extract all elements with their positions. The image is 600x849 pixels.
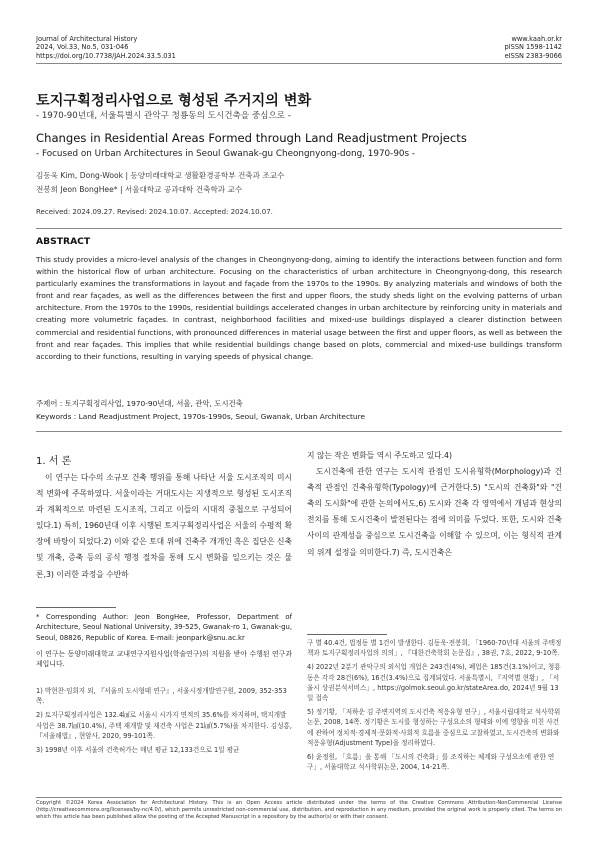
correspondence-note (36, 612, 292, 669)
footnote-list-left (36, 686, 292, 755)
pissn: pISSN 1598-1142 (504, 43, 562, 52)
corresponding-author: * Corresponding Author: Jeon BongHee, Professor, Department of Architecture, Seoul National University, 39-525, Gwanak-ro 1, Gwanak-gu, Seoul, 08826, Republic of Korea. E-mail: jeonpark@snu.ac.kr (36, 613, 293, 642)
introduction-right-column (307, 448, 562, 561)
abstract-top-divider (36, 228, 562, 229)
doi-link[interactable]: https://doi.org/10.7738/JAH.2024.33.5.031 (36, 51, 176, 60)
keywords-divider (36, 431, 562, 432)
copyright-notice: Copyright ©2024 Korea Association for Architectural History. This is an Open Access article distributed under the terms of the Creative Commons Attribution-NonCommercial License (http://creativecommons.org/licenses/by-nc/4.0/), which permits unrestricted non-commercial use, distribution, and reproduction in any medium, provided the original work is properly cited. The terms on which this article has been published allow the posting of the Accepted Manuscript in a repository by the author(s) or with their consent. (36, 800, 562, 820)
korean-subtitle: - 1970-90년대, 서울특별시 관악구 청룡동의 도시건축을 중심으로 - (36, 111, 291, 121)
header-divider (36, 63, 562, 64)
keywords-english: Keywords : Land Readjustment Project, 1970s-1990s, Seoul, Gwanak, Urban Architecture (36, 412, 366, 421)
abstract-heading: ABSTRACT (36, 236, 91, 247)
introduction-left-column: 이 연구는 다수의 소규모 건축 행위를 통해 나타난 서울 도시조직의 미시적 변화에 주목하였다. 서울이라는 거대도시는 지생적으로 형성된 도시조직과 계획적으로 마련된 도시조직, 그리고 이들의 시대적 중첩으로 구성되어 있다.1) 특히, 1960년대 이후 시행된 토지구획정리사업은 서울의 수평적 확장에 바탕이 되었다.2) 이와 같은 토대 위에 건축주 개개인 혹은 집단은 신축 및 개축, 증축 등의 공식 행정 절차를 통해 도시 변화를 일으키는 것은 물론,3) 이러한 과정을 수반하 (36, 473, 292, 579)
journal-header (36, 35, 176, 60)
footnote-item: 2) 토지구획정리사업은 132.4㎢로 서울시 시가지 면적의 35.6%를 차지하며, 택지개발사업은 38.7㎢(10.4%), 주택 재개발 및 재건축 사업은 21㎢(5.7%)을 차지한다. 김성홍, 『서울해법』, 현암사, 2020, 99-101쪽. (36, 711, 292, 740)
journal-name: Journal of Architectural History (36, 35, 138, 43)
website-link[interactable]: www.kaah.or.kr (511, 35, 562, 43)
english-title: Changes in Residential Areas Formed through Land Readjustment Projects (36, 131, 467, 145)
footnote-item: 5) 정기황, 「저하운 김 주변지역의 도시건축 적응유형 연구」, 서울시립대학교 석사학위논문, 2008, 14쪽. 정기황은 도시를 형성하는 구성요소의 형태와 이에 영향을 미친 사건에 관하여 정치적·경제적·문화적·사회적 흐름을 중심으로 고찰하였고, 도시건축의 변화와 적응유형(Adjustment Type)을 정리하였다. (307, 708, 561, 747)
received-dates: Received: 2024.09.27. Revised: 2024.10.07. Accepted: 2024.10.07. (36, 208, 273, 216)
abstract-text: This study provides a micro-level analysis of the changes in Cheongnyong-dong, aiming to identify the interactions between function and form within the historical flow of urban architecture. Focusing on the characteristics of urban architecture in Cheongnyong-dong, this research particularly examines the transformations in layout and façade from the 1970s to the 1990s. By analyzing materials and windows of both the front and rear façades, as well as the differences between the first and upper floors, the study sheds light on the evolving patterns of urban architecture. From the 1970s to the 1990s, residential buildings accelerated changes in urban architecture by reinforcing unity in materials and creating more volumetric façades. In contrast, neighborhood facilities and mixed-use buildings displayed a clearer distinction between commercial and residential functions, with pronounced differences in material usage between the first and upper floors, as well as between the front and rear façades. This implies that while residential buildings change based on plots, commercial and mixed-use buildings transform according to their functions, resulting in varying speeds of physical change. (36, 255, 562, 361)
footnote-list-right (307, 638, 562, 772)
author-2: 전봉희 Jeon BongHee* | 서울대학교 공과대학 건축학과 교수 (36, 185, 243, 194)
footnote-item: 4) 2022년 2분기 관악구의 외식업 개업은 243건(4%), 폐업은 185건(3.1%)이고, 청룡동은 각각 28건(6%), 16건(3.4%)으로 집계되었다. 서울특별시, 『지역별 현황』, 「서울시 상권분석서비스」, https://golmok.seoul.go.kr/stateArea.do, 2024년 9월 13일 접속 (307, 663, 561, 703)
left-note-divider (36, 607, 116, 608)
footnote-item: 1) 박현찬·임희지 외, 『서울의 도시형태 연구』, 서울시정개발연구원, 2009, 352-353쪽. (36, 687, 287, 706)
footnote-item: 3) 1998년 이후 서울의 건축허가는 매년 평균 12,133건으로 1일 평균 (36, 746, 240, 755)
journal-issue: 2024, Vol.33, No.5, 031-046 (36, 43, 129, 52)
right-note-divider (307, 634, 387, 635)
issn-header (505, 35, 562, 60)
author-1: 김동욱 Kim, Dong-Wook | 동양미래대학교 생활환경공학부 건축과 조교수 (36, 171, 285, 180)
section-heading-introduction: 1. 서 론 (36, 456, 72, 467)
korean-title: 토지구획정리사업으로 형성된 주거지의 변화 (36, 93, 312, 109)
footnote-item: 구 별 40.4건, 법정동 별 1건이 발생한다. 김동욱·전봉희, 「1960-70년대 서울의 주택정책과 토지구획정리사업의 의의」, 『대한건축학회 논문집』, 38권, 7호, 2022, 9-10쪽. (307, 639, 562, 658)
footnote-item: 6) 윤정원, 「흐름」을 통해 「도시의 건축화」를 조직하는 체계와 구성요소에 관한 연구」, 서울대학교 석사학위논문, 2004, 14-21쪽. (307, 753, 555, 772)
right-paragraph-2: 도시건축에 관한 연구는 도시적 관점인 도시유형학(Morphology)과 건축적 관점인 건축유형학(Typology)에 근거한다.5) "도시의 건축화"와 "건축의 도시화"에 관한 논의에서도,6) 도시와 건축 각 영역에서 개념과 현상의 전치를 통해 도시건축이 발전된다는 점에 의미를 두었다. 또한, 도시와 건축 사이의 관계성을 중심으로 도시건축을 이해할 수 있으며, 이는 형식적 관계의 위계 설정을 의미한다.7) 즉, 도시건축은 (307, 467, 562, 557)
english-subtitle: - Focused on Urban Architectures in Seoul Gwanak-gu Cheongnyong-dong, 1970-90s - (36, 149, 416, 159)
eissn: eISSN 2383-9066 (504, 51, 562, 60)
funding-note: 이 연구는 동양미래대학교 교내연구지원사업(학술연구)의 지원을 받아 수행된 연구과제입니다. (36, 649, 292, 669)
footer-divider (36, 797, 562, 798)
right-paragraph-1: 지 않는 작은 변화들 역시 주도하고 있다.4) (307, 451, 452, 460)
keywords-korean: 주제어 : 토지구획정리사업, 1970-90년대, 서울, 관악, 도시건축 (36, 399, 243, 408)
